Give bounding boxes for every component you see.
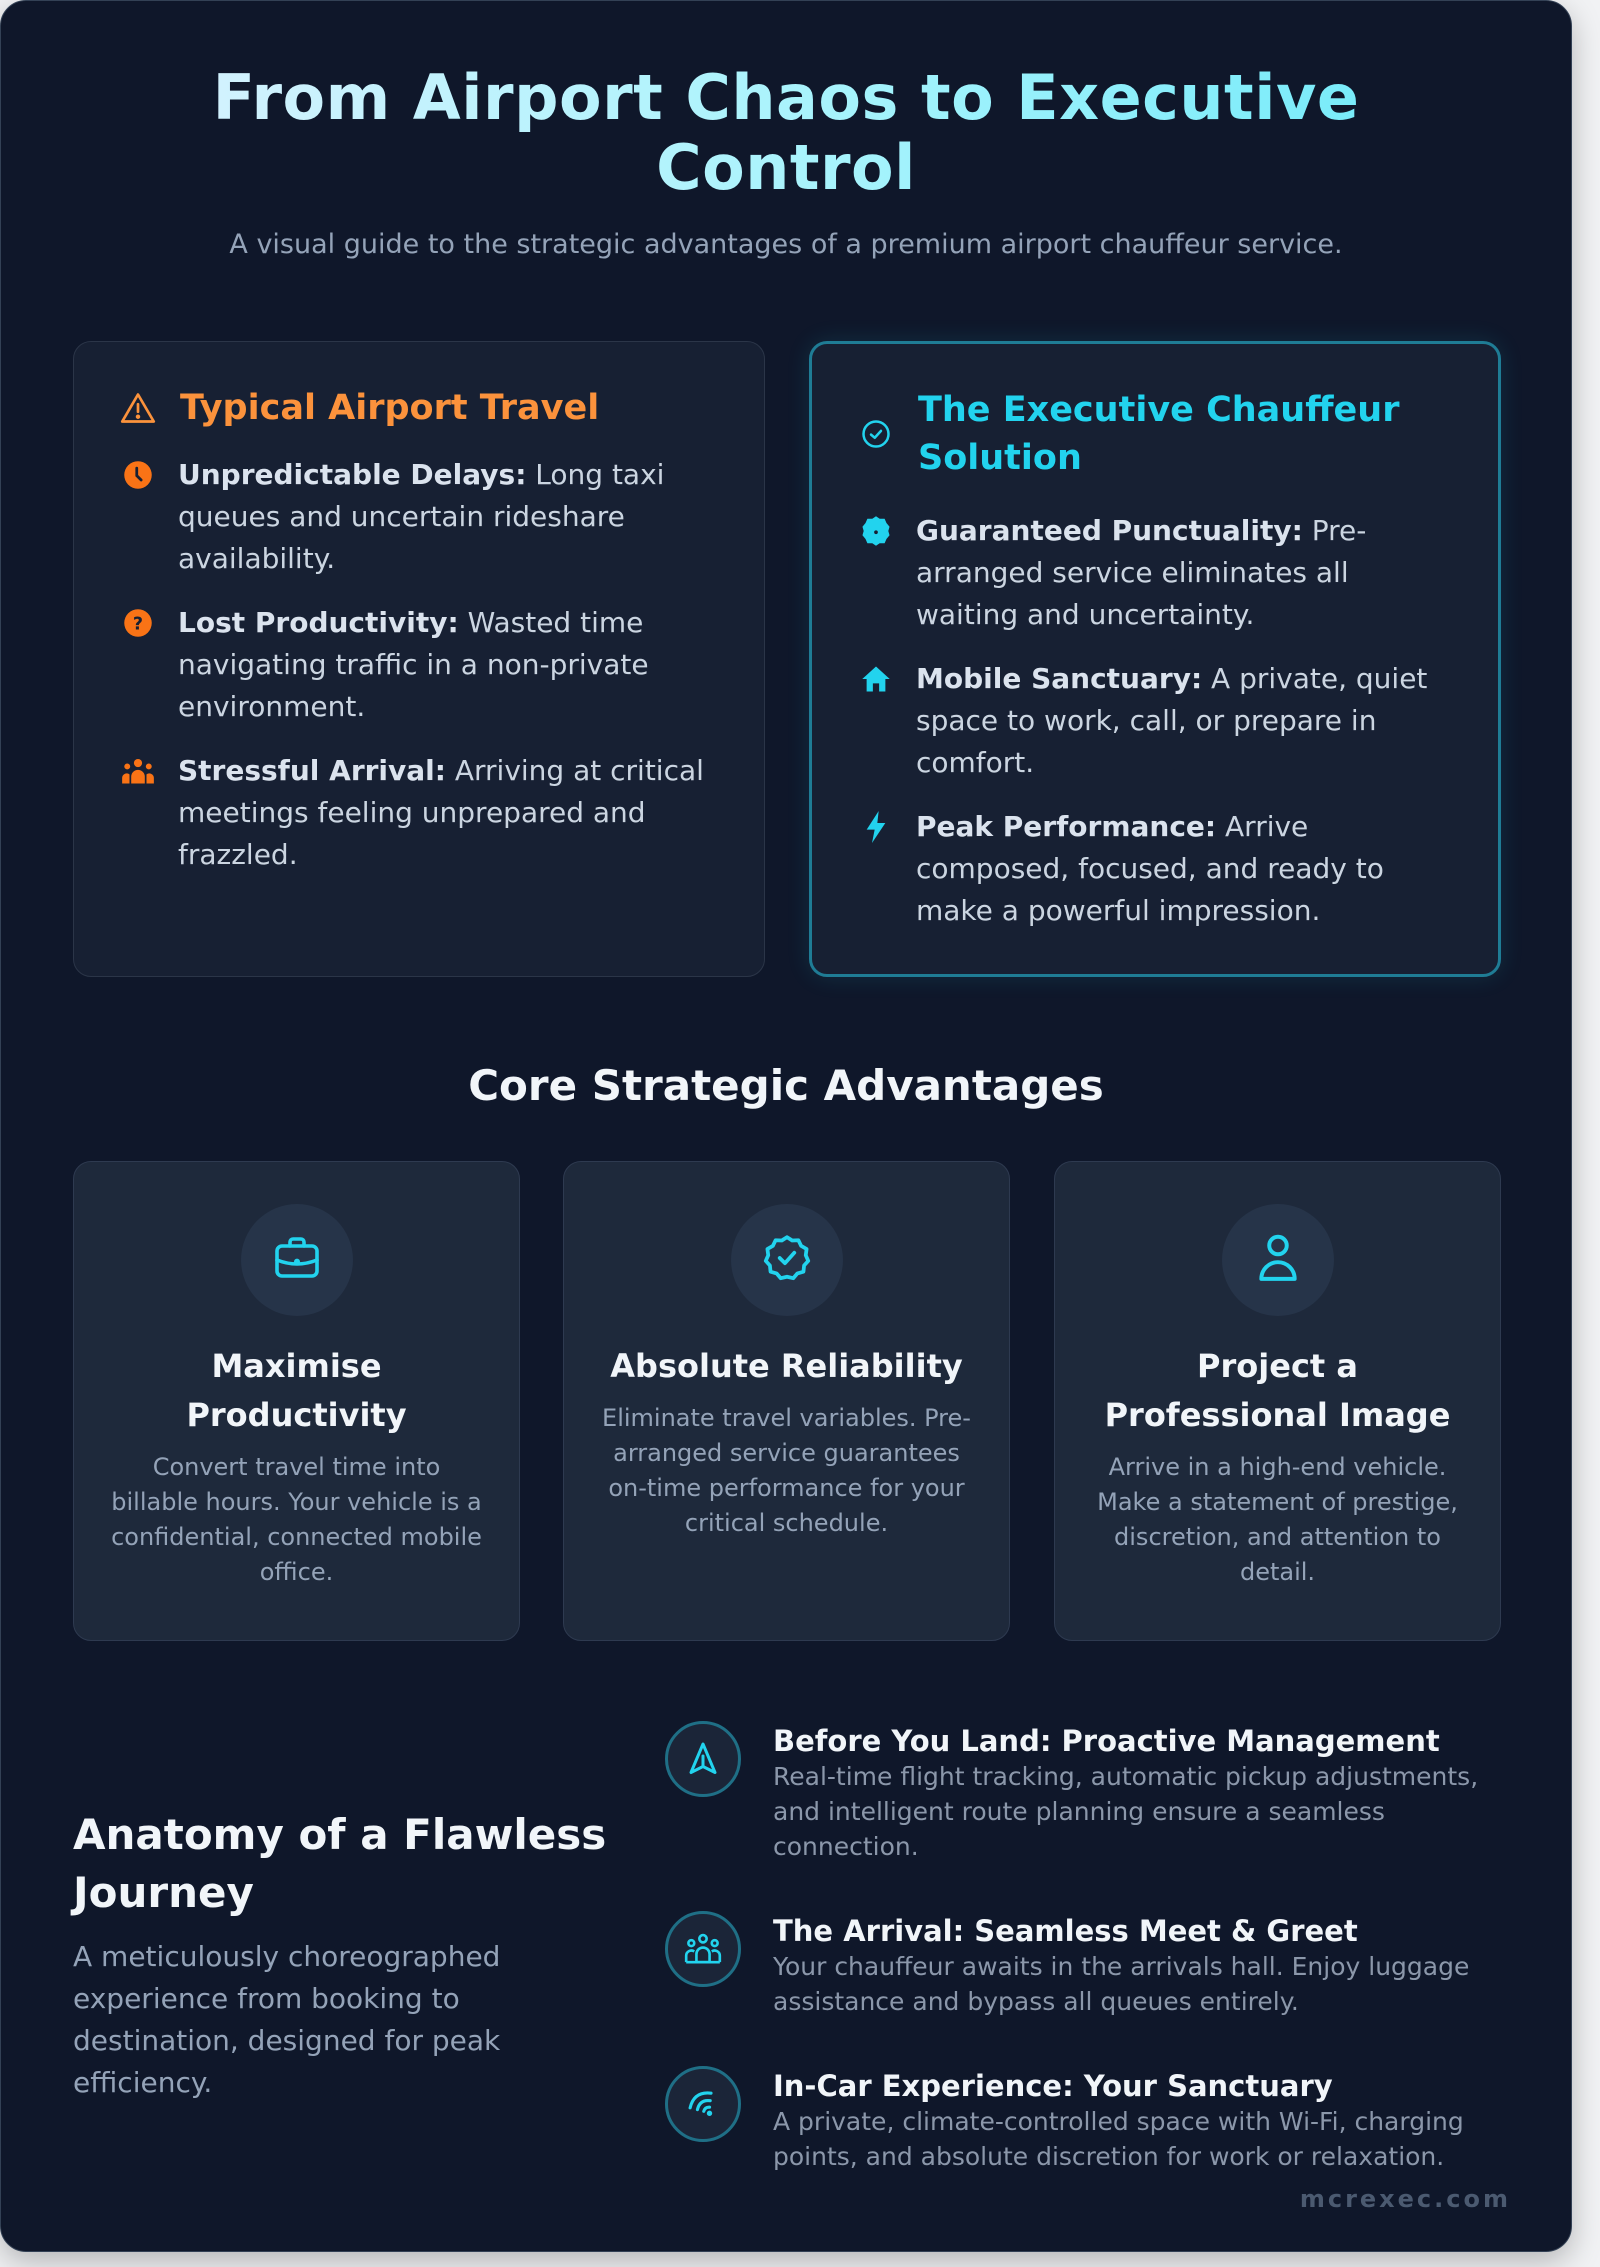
point-text: Long taxi queues and uncertain rideshare availability. [178,458,665,575]
advantage-title: Project a Professional Image [1104,1347,1451,1434]
question-circle-icon [118,602,158,644]
advantage-text: Convert travel time into billable hours. Your vehicle is a confidential, connected mobile office. [111,1453,482,1586]
problem-card-title: Typical Airport Travel [180,388,600,428]
advantage-title: Absolute Reliability [610,1347,963,1385]
warning-triangle-icon [118,388,158,428]
problem-card [73,341,765,977]
solution-card [809,341,1501,977]
home-icon [856,658,896,700]
advantage-title: Maximise Productivity [186,1347,407,1434]
point-text: Pre-arranged service eliminates all waiting and uncertainty. [916,514,1367,631]
solution-point [856,806,1454,932]
step-text: Your chauffeur awaits in the arrivals hall. Enjoy luggage assistance and bypass all queues entirely. [773,1952,1470,2016]
journey-text: A meticulously choreographed experience from booking to destination, designed for peak efficiency. [73,1940,501,2099]
point-label: Mobile Sanctuary: [916,662,1203,695]
advantages-title: Core Strategic Advantages [468,1061,1104,1110]
timeline-step [665,2066,1493,2174]
point-text: Arrive composed, focused, and ready to make a powerful impression. [916,810,1384,927]
point-label: Stressful Arrival: [178,754,446,787]
step-text: Real-time flight tracking, automatic pickup adjustments, and intelligent route planning ensure a seamless connection. [773,1762,1479,1861]
point-text: A private, quiet space to work, call, or prepare in comfort. [916,662,1428,779]
navigation-arrow-icon [665,1721,741,1797]
page-title: From Airport Chaos to Executive Control [1,63,1571,203]
timeline-step [665,1721,1493,1864]
svg-text:?: ? [132,614,144,635]
advantage-text: Arrive in a high-end vehicle. Make a statement of prestige, discretion, and attention to detail. [1097,1453,1458,1586]
solution-card-title: The Executive Chauffeur Solution [918,390,1400,478]
lightning-icon [856,806,896,848]
point-text: Arriving at critical meetings feeling unprepared and frazzled. [178,754,704,871]
badge-icon [856,510,896,552]
problem-point [118,602,720,728]
wifi-icon [665,2066,741,2142]
journey-intro [73,1806,633,2104]
solution-point [856,658,1454,784]
badge-check-icon [762,1233,812,1287]
point-label: Lost Productivity: [178,606,459,639]
step-title: In-Car Experience: Your Sanctuary [773,2069,1333,2103]
advantage-card [73,1161,520,1641]
users-icon [118,750,158,792]
site-watermark: mcrexec.com [1299,2185,1511,2213]
advantage-text: Eliminate travel variables. Pre-arranged service guarantees on-time performance for your critical schedule. [602,1404,971,1537]
step-title: Before You Land: Proactive Management [773,1724,1440,1758]
problem-point [118,750,720,876]
solution-point [856,510,1454,636]
page-subtitle: A visual guide to the strategic advantages of a premium airport chauffeur service. [229,229,1343,260]
step-title: The Arrival: Seamless Meet & Greet [773,1914,1358,1948]
advantage-card [1054,1161,1501,1641]
group-icon [665,1911,741,1987]
point-label: Guaranteed Punctuality: [916,514,1303,547]
clock-icon [118,454,158,496]
journey-title: Anatomy of a Flawless Journey [73,1810,607,1917]
point-text: Wasted time navigating traffic in a non-private environment. [178,606,649,723]
advantage-card [563,1161,1010,1641]
problem-point [118,454,720,580]
point-label: Unpredictable Delays: [178,458,527,491]
briefcase-icon [273,1236,321,1284]
timeline-step [665,1911,1493,2019]
point-label: Peak Performance: [916,810,1217,843]
user-icon [1256,1233,1300,1287]
step-text: A private, climate-controlled space with Wi-Fi, charging points, and absolute discretion for work or relaxation. [773,2107,1464,2171]
check-circle-icon [856,414,896,454]
